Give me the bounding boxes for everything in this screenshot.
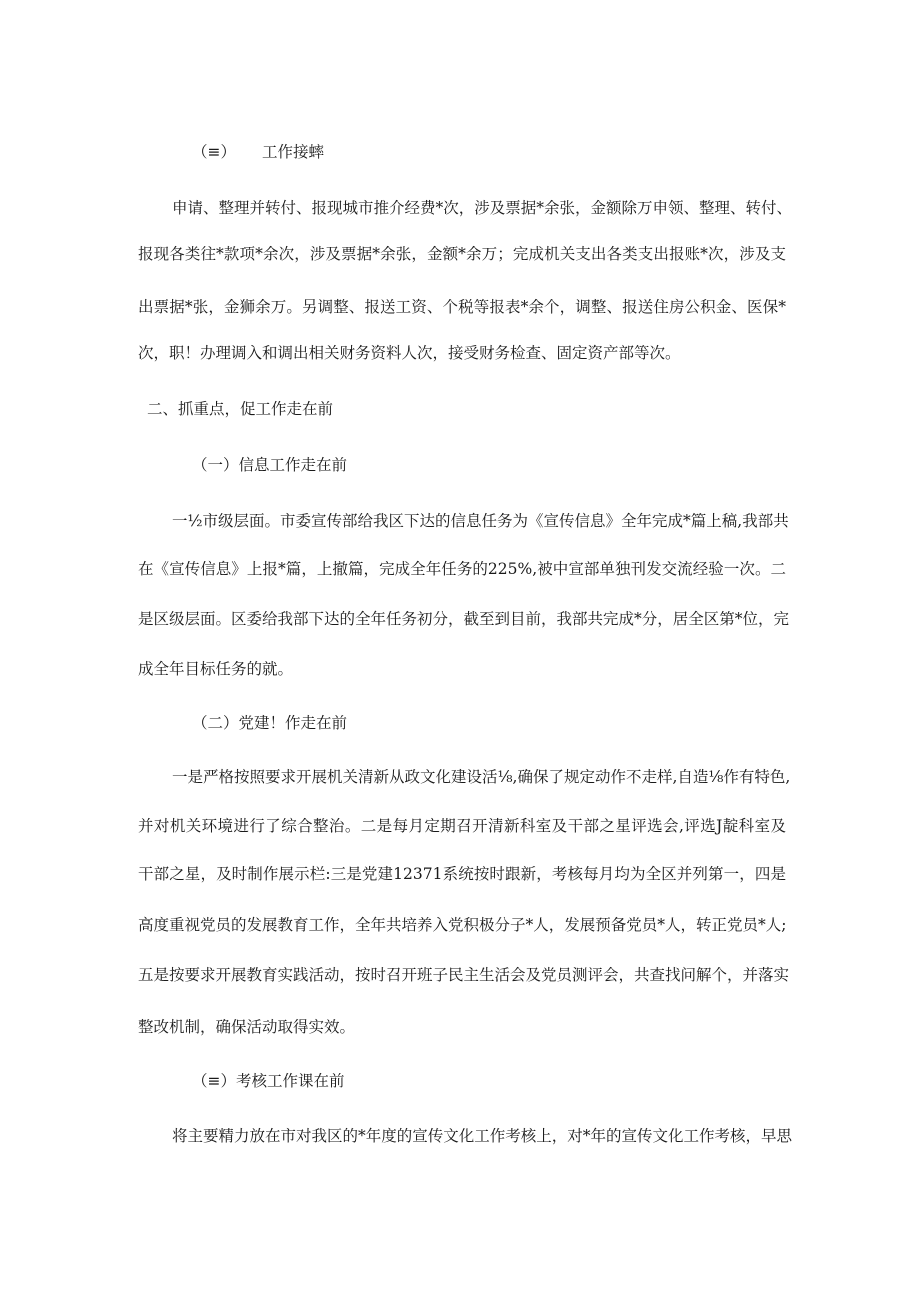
paragraph-line: 五是按要求开展教育实践活动，按时召开班子民主生活会及党员测评会，共查找问解个，并落实 [138, 966, 790, 984]
section-heading [192, 142, 324, 162]
paragraph-line: 一½市级层面。市委宣传部给我区下达的信息任务为《宣传信息》全年完成*篇上稿,我部共 [172, 512, 789, 530]
paragraph-line: 是区级层面。区委给我部下达的全年任务初分，截至到目前，我部共完成*分，居全区第*位，完 [138, 610, 790, 628]
section-heading-number: （≡） [192, 143, 236, 161]
paragraph-line: 次，职！办理调入和调出相关财务资料人次，接受财务检查、固定资产部等次。 [138, 344, 681, 362]
paragraph-line: 报现各类往*款项*余次，涉及票据*余张，金额*余万；完成机关支出各类支出报账*次，涉及支 [138, 245, 786, 263]
paragraph-line: 整改机制，确保活动取得实效。 [138, 1018, 356, 1036]
paragraph-line: 并对机关环境进行了综合整治。二是每月定期召开清新科室及干部之星评选会,评选J靛科室及 [138, 817, 786, 835]
subsection-heading: （二）党建！作走在前 [192, 714, 348, 732]
paragraph-line: 一是严格按照要求开展机关清新从政文化建设活⅛,确保了规定动作不走样,自造⅛作有特色, [172, 768, 791, 786]
paragraph-line: 干部之星，及时制作展示栏:三是党建12371系统按时跟新，考核每月均为全区并列第一，四是 [138, 865, 786, 883]
paragraph-line: 出票据*张，金狮余万。另调整、报送工资、个税等报表*余个，调整、报送住房公积金、医保* [138, 298, 786, 316]
paragraph-line: 成全年目标任务的就。 [138, 660, 294, 678]
section-heading-text: 工作接蟀 [262, 143, 325, 161]
paragraph-line: 在《宣传信息》上报*篇，上撤篇，完成全年任务的225%,被中宣部单独刊发交流经验一次。二 [138, 560, 786, 578]
subsection-heading: （≡）考核工作课在前 [192, 1072, 345, 1090]
paragraph-line: 高度重视党员的发展教育工作，全年共培养入党积极分子*人，发展预备党员*人，转正党员*人; [138, 916, 787, 934]
part-heading: 二、抓重点，促工作走在前 [147, 400, 334, 418]
paragraph-line: 申请、整理并转付、报现城市推介经费*次，涉及票据*余张，金额除万申领、整理、转付、 [172, 199, 793, 217]
subsection-heading: （一）信息工作走在前 [192, 456, 348, 474]
paragraph-line: 将主要精力放在市对我区的*年度的宣传文化工作考核上，对*年的宣传文化工作考核，早思 [172, 1127, 793, 1145]
